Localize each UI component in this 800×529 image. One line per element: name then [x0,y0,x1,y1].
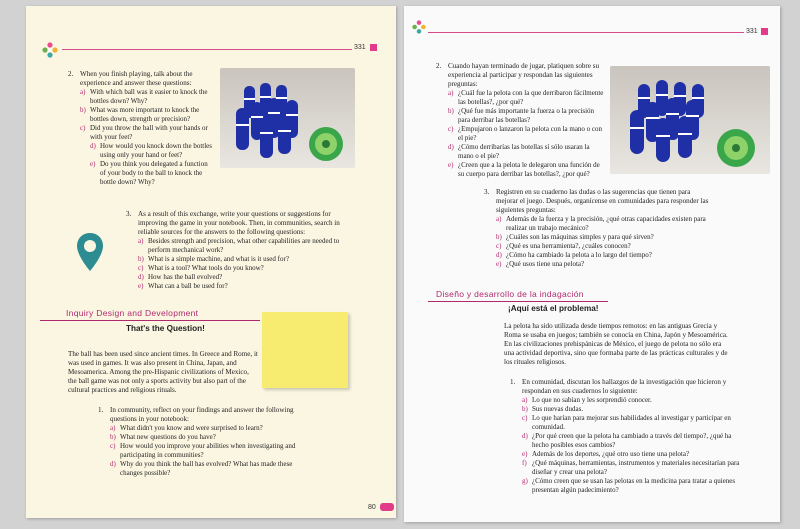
list-item: a) With which ball was it easier to knock the bottles down? Why? [80,88,208,106]
list-item: a) Besides strength and precision, what other capabilities are needed to perform mechanical work? [138,237,340,255]
brand-logo [380,503,394,511]
list-item: c) How would you improve your abilities when investigating and participating in communities? [110,442,296,460]
list-item: d) How would you knock down the bottles using only your hand or feet? [90,141,212,159]
question-1-list [110,424,298,478]
list-item: b) What was more important to knock the bottles down, strength or precision? [80,106,200,124]
list-item: b) ¿Qué fue más importante la fuerza o la precisión para derribar las botellas? [448,107,595,125]
question-2: 2. When you finish playing, talk about the experience and answer these questions: a) With which ball was it easier to knock the bottles down? Why? b) What was more important to knock the bottles down, strength or precision? c) Did you throw the ball with your hands or with your feet? d) How would you knock down the bottles using only your hand or feet? e) Do you think you delegated a function of your body to the ball to knock the bottle down? Why? [68,70,212,186]
list-item: d) Why do you think the ball has evolved? What has made these changes possible? [110,459,293,477]
list-item: e) Do you think you delegated a function of your body to the ball to knock the bottle down? Why? [90,159,208,186]
question-1: 1. En comunidad, discutan los hallazgos de la investigación que hicieron y respondan en sus cuadernos lo siguiente: a) Lo que no sabían y les sorprendió conocer. b) Sus nuevas dudas. c) Lo que harían para mejorar sus habilidades al investigar y participar en comunidad. d) ¿Por qué creen que la pelota ha cambiado a través del tiempo?, ¿qué ha hecho posibles esos cambios? e) Además de los deportes, ¿qué otro uso tiene una pelota? f) ¿Qué máquinas, herramientas, instrumentos y materiales necesitarían para diseñar y crear una pelota? g) ¿Cómo creen que se usan las pelotas en la medicina para tratar a quienes presentan algún padecimiento? [510,378,740,494]
question-2: 2. Cuando hayan terminado de jugar, platiquen sobre su experiencia al participar y respondan las siguientes preguntas: a) ¿Cuál fue la pelota con la que derribaron fácilmente las botellas?, ¿por qué? b) ¿Qué fue más importante la fuerza o la precisión para derribar las botellas? c) ¿Empujaron o lanzaron la pelota con la mano o con el pie? d) ¿Cómo derribarías las botellas sí sólo usaran la mano o el pie? e) ¿Creen que a la pelota le delegaron una función de su cuerpo para derribar las botellas?, ¿por qué? [436,62,606,179]
list-item: c) Did you throw the ball with your hands or with your feet? [80,123,208,141]
list-item: g) ¿Cómo creen que se usan las pelotas en la medicina para tratar a quienes presentan algún padecimiento? [522,476,736,494]
section-title: Inquiry Design and Development [66,308,199,318]
list-item: a) Además de la fuerza y la precisión, ¿qué otras capacidades existen para realizar un trabajo mecánico? [496,215,706,233]
question-3: 3. Registren en su cuaderno las dudas o las sugerencias que tienen para mejorar el juego. Después, organícense en comunidades para responder las siguientes preguntas: a) Además de la fuerza y la precisión, ¿qué otras capacidades existen para realizar un trabajo mecánico? b) ¿Cuáles son las máquinas simples y para qué sirven? c) ¿Qué es una herramienta?, ¿cuáles conocen? d) ¿Cómo ha cambiado la pelota a lo largo del tiempo? e) ¿Qué usos tiene una pelota? [484,188,714,269]
list-item: e) ¿Creen que a la pelota le delegaron una función de su cuerpo para derribar las botellas?, ¿por qué? [448,160,600,178]
question-3-list [496,215,714,269]
question-1-list [522,396,740,494]
page-number-top: 331 [354,44,366,51]
list-item: e) Además de los deportes, ¿qué otro uso tiene una pelota? [522,449,690,458]
sticky-note [262,312,348,388]
list-item: b) What new questions do you have? [110,433,216,442]
bookmark-flag-icon [761,28,768,35]
left-page [26,6,396,518]
list-item: e) ¿Qué usos tiene una pelota? [496,260,585,268]
question-2-list [80,88,214,142]
section-title: Diseño y desarrollo de la indagación [436,289,584,299]
list-item: c) Lo que harían para mejorar sus habilidades al investigar y participar en comunidad. [522,414,731,432]
bookmark-flag-icon [370,44,377,51]
page-number-bottom: 80 [368,504,376,511]
location-pin-icon [76,232,104,272]
list-item: b) Sus nuevas dudas. [522,405,584,414]
list-item: f) ¿Qué máquinas, herramientas, instrumentos y materiales necesitarían para diseñar y crear una pelota? [522,458,740,476]
list-item: b) ¿Cuáles son las máquinas simples y para qué sirven? [496,233,654,242]
list-item: a) What didn't you know and were surprised to learn? [110,424,263,433]
flower-logo-icon [412,20,426,34]
list-item: b) What is a simple machine, and what is it used for? [138,255,289,264]
list-item: d) ¿Cómo derribarías las botellas sí sólo usaran la mano o el pie? [448,142,590,160]
question-3: 3. As a result of this exchange, write your questions or suggestions for improving the game in your notebook. Then, in communities, search in reliable sources for the answers to the following questions: a) Besides strength and precision, what other capabilities are needed to perform mechanical work? b) What is a simple machine, and what is it used for? c) What is a tool? What tools do you know? d) How has the ball evolved? e) What can a ball be used for? [126,210,358,291]
list-item: e) What can a ball be used for? [138,282,228,290]
list-item: d) ¿Cómo ha cambiado la pelota a lo largo del tiempo? [496,251,652,260]
list-item: c) What is a tool? What tools do you know? [138,264,264,273]
list-item: c) ¿Qué es una herramienta?, ¿cuáles conocen? [496,242,631,251]
question-2-list [448,89,606,179]
list-item: a) ¿Cuál fue la pelota con la que derribaron fácilmente las botellas?, ¿por qué? [448,89,604,107]
list-item: c) ¿Empujaron o lanzaron la pelota con la mano o con el pie? [448,125,603,142]
section-subtitle: ¡Aquí está el problema! [508,304,599,313]
intro-paragraph: The ball has been used since ancient times. In Greece and Rome, it was used in games. It was also present in China, Japan, and Mesoamerica. Among the pre-Hispanic civilizations of Mexico, the ball game was not only a sports activity but also part of the cultural practices and religious rituals. [68,350,258,395]
question-1: 1. In community, reflect on your findings and answer the following questions in your notebook: a) What didn't you know and were surprised to learn? b) What new questions do you have? c) How would you improve your abilities when investigating and participating in communities? d) Why do you think the ball has evolved? What has made these changes possible? [98,406,298,478]
list-item: d) ¿Por qué creen que la pelota ha cambiado a través del tiempo?, ¿qué ha hecho posibles esos cambios? [522,431,732,449]
bowling-pins-photo [220,68,355,168]
right-page [404,6,780,522]
section-subtitle: That's the Question! [126,324,205,333]
list-item: a) Lo que no sabían y les sorprendió conocer. [522,396,652,405]
intro-paragraph: La pelota ha sido utilizada desde tiempos remotos: en las antiguas Grecia y Roma se usaba en juegos; también se conocía en China, Japón y Mesoamérica. En las civilizaciones prehispánicas de México, el juego de pelota no sólo era una actividad deportiva, sino que formaba parte de las prácticas culturales y de los rituales religiosos. [504,322,728,367]
question-2-list-cont [90,142,214,187]
page-number-top: 331 [746,28,758,35]
flower-logo-icon [42,42,58,58]
bowling-pins-photo [610,66,770,174]
question-3-list [138,237,358,291]
list-item: d) How has the ball evolved? [138,273,223,282]
